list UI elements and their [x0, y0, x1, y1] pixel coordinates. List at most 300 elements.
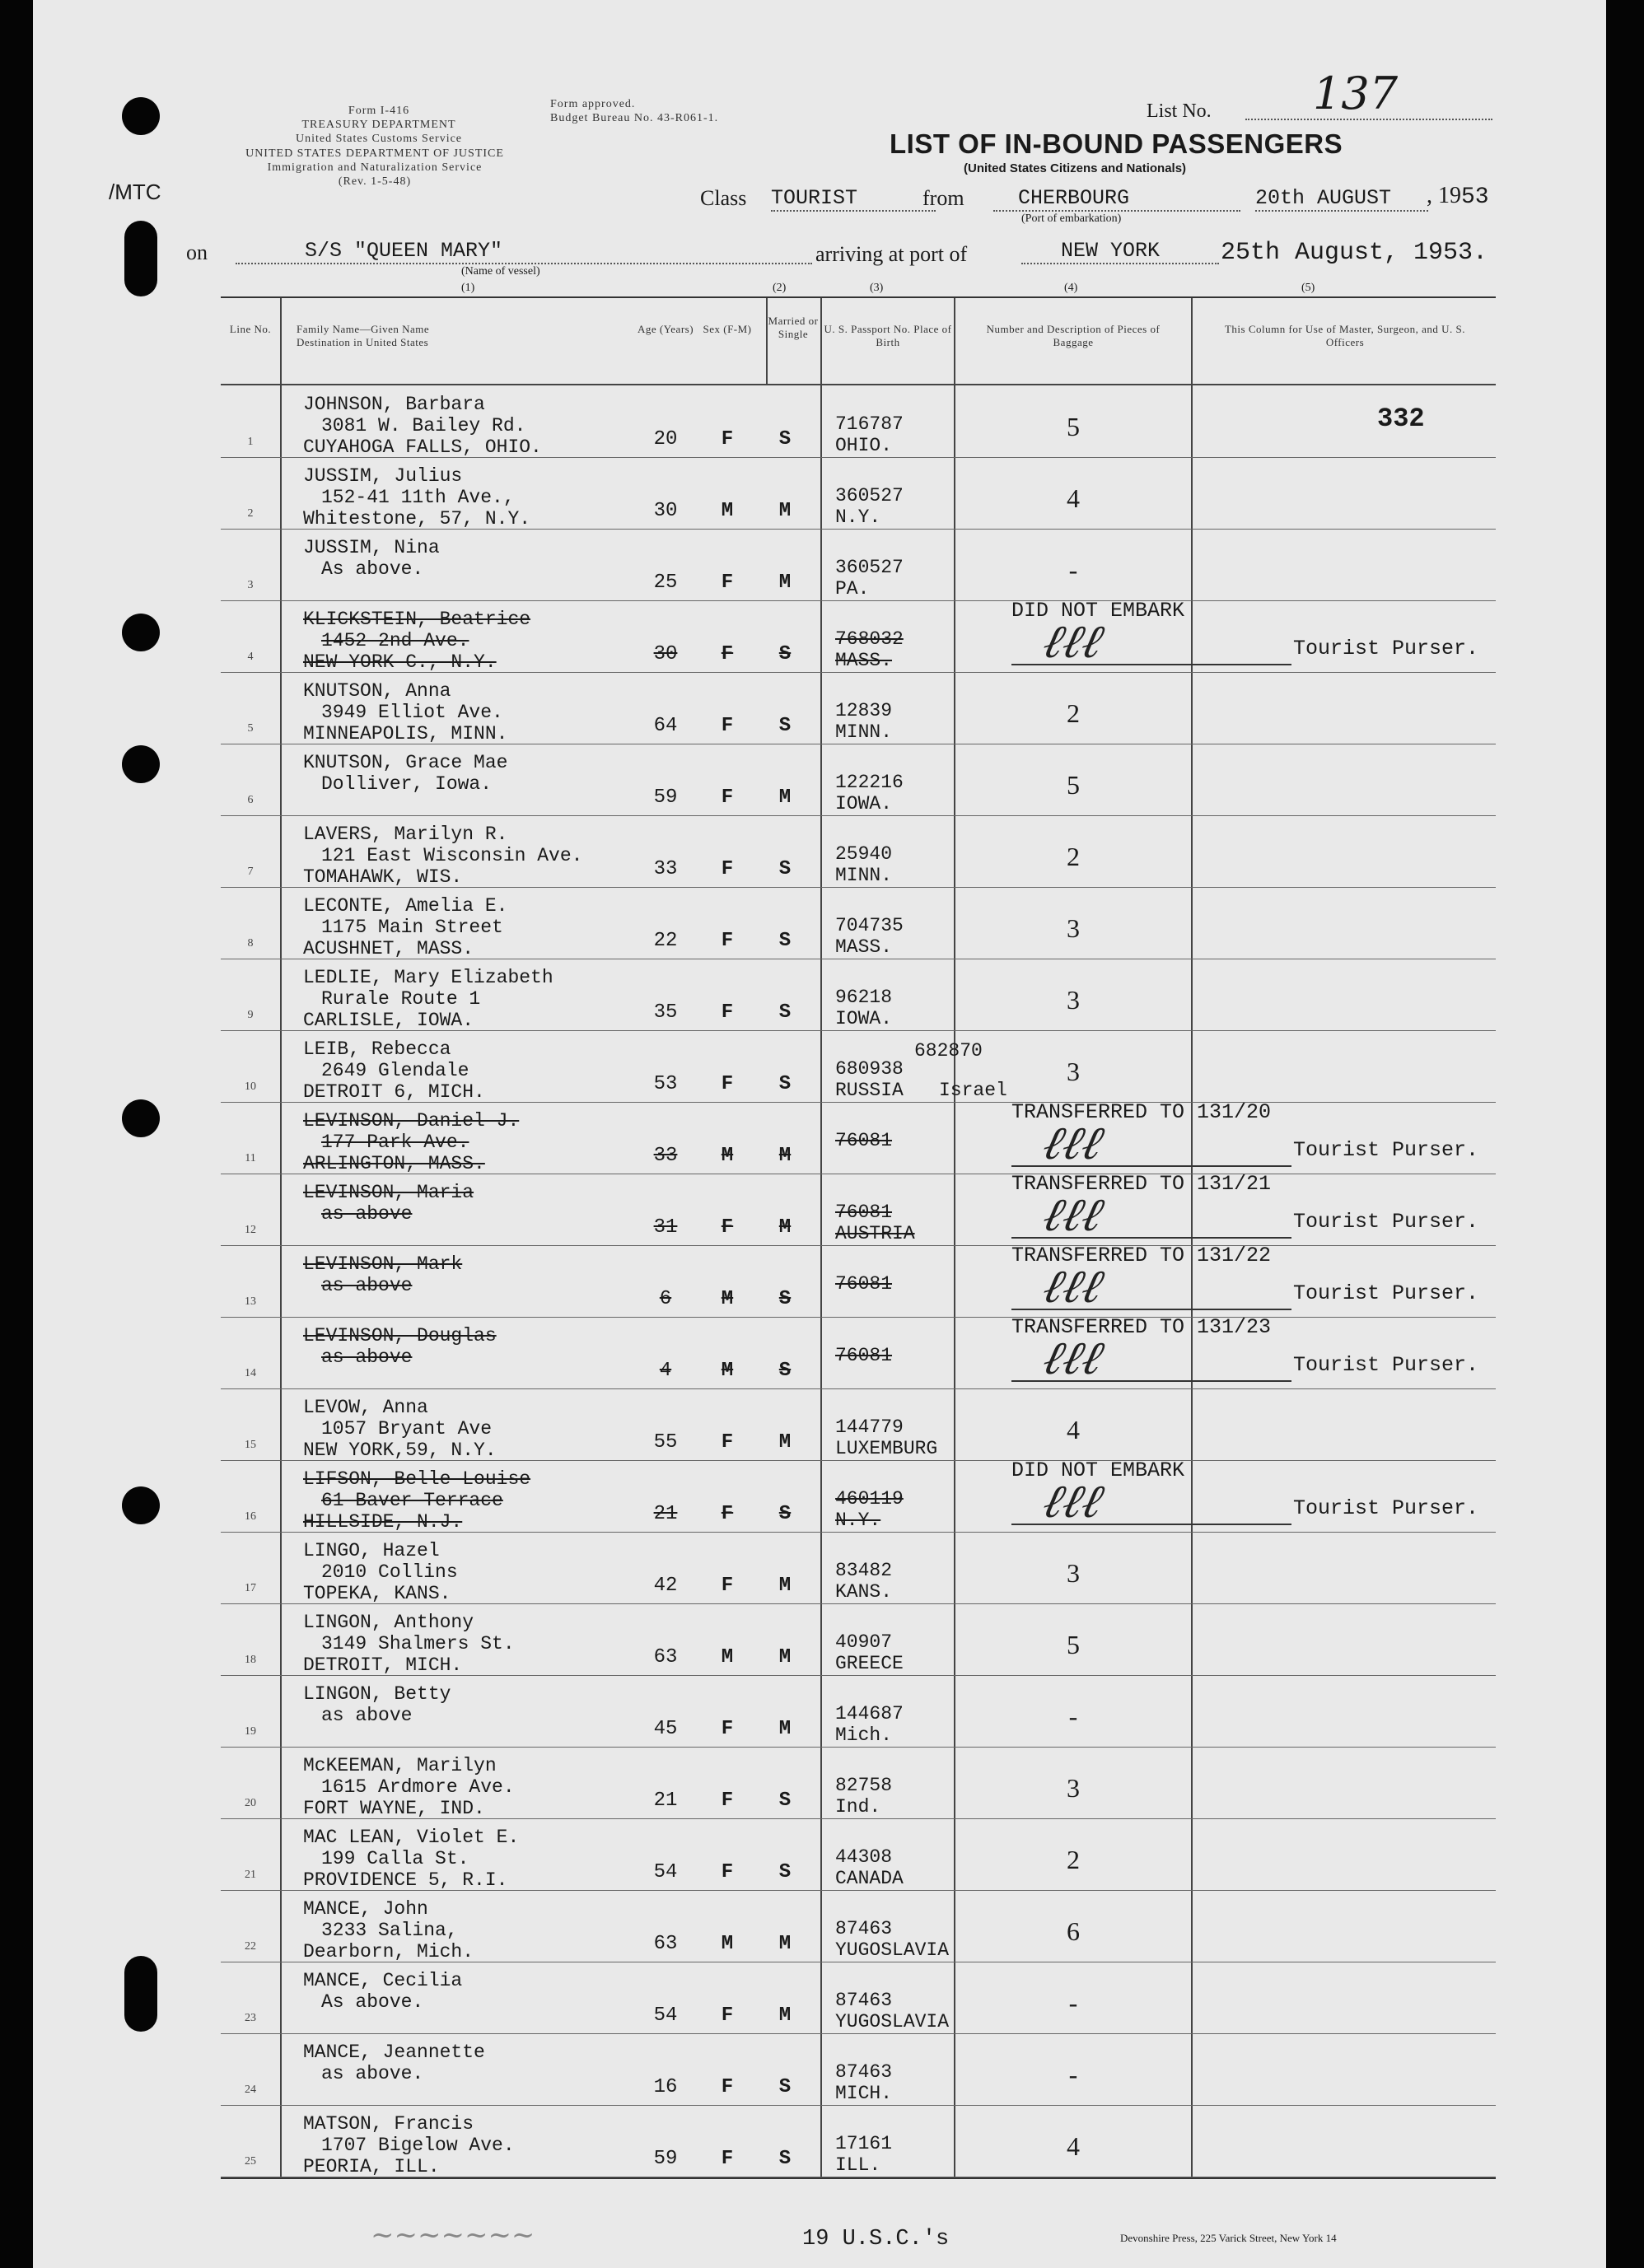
passenger-name: JUSSIM, Nina	[303, 537, 440, 558]
line-number: 19	[245, 1725, 256, 1738]
line-number: 17	[245, 1582, 256, 1594]
signature-line	[1011, 1237, 1291, 1239]
age: 63	[653, 1933, 678, 1955]
page-subtitle: (United States Citizens and Nationals)	[964, 161, 1187, 175]
passport-number: 17161	[835, 2133, 893, 2154]
place-of-birth: IOWA.	[835, 793, 893, 814]
passenger-name-block	[303, 1325, 497, 1368]
place-of-birth: YUGOSLAVIA	[835, 2011, 950, 2032]
signature-line	[1011, 1524, 1291, 1525]
line-number: 18	[245, 1654, 256, 1666]
line-number: 13	[245, 1295, 256, 1308]
sex: F	[721, 1790, 734, 1812]
passport-number: 44308	[835, 1846, 893, 1868]
marital-status: S	[778, 2148, 792, 2170]
sex: F	[721, 786, 734, 809]
age: 6	[659, 1288, 672, 1310]
passenger-name: JUSSIM, Julius	[303, 465, 463, 487]
passenger-name-block	[303, 1253, 462, 1296]
binder-hole	[124, 1956, 157, 2032]
justice-block	[181, 147, 568, 189]
line-number: 22	[245, 1940, 256, 1953]
line-number: 21	[245, 1869, 256, 1881]
age: 42	[653, 1575, 678, 1597]
baggage-count: 4	[1067, 1415, 1080, 1444]
city-line: NEW YORK C., N.Y.	[303, 651, 497, 673]
passenger-name: MANCE, John	[303, 1898, 428, 1920]
passenger-name: MANCE, Cecilia	[303, 1970, 463, 1991]
marital-status: S	[778, 1360, 792, 1382]
passenger-name: LEDLIE, Mary Elizabeth	[303, 967, 553, 988]
table-row	[221, 1102, 1496, 1174]
passport-block	[835, 557, 904, 600]
city-line: FORT WAYNE, IND.	[303, 1798, 485, 1819]
passport-block	[835, 700, 892, 743]
passenger-name: LIFSON, Belle Louise	[303, 1468, 531, 1490]
age: 4	[659, 1360, 672, 1382]
passenger-name: LEIB, Rebecca	[303, 1038, 451, 1060]
table-row	[221, 815, 1496, 888]
passenger-name-block	[303, 1970, 462, 2013]
table-row	[221, 1317, 1496, 1389]
passport-number: 680938	[835, 1058, 904, 1080]
age: 33	[653, 1145, 678, 1167]
passport-number: 144779	[835, 1416, 904, 1438]
passenger-name: JOHNSON, Barbara	[303, 394, 485, 415]
marital-status: M	[778, 572, 792, 594]
marital-status: S	[778, 1503, 792, 1525]
place-of-birth: CANADA	[835, 1868, 904, 1889]
line-number: 15	[245, 1439, 256, 1451]
marital-status: S	[778, 2076, 792, 2098]
sex: F	[721, 572, 734, 594]
depart-date: 20th AUGUST	[1255, 186, 1428, 212]
passport-number: 360527	[835, 485, 904, 506]
address-line: As above.	[321, 1991, 424, 2013]
baggage-count: 6	[1067, 1916, 1080, 1946]
handwritten-note: ~~~~~~~	[371, 2219, 535, 2252]
passenger-name-block	[303, 1827, 519, 1891]
signature-line	[1011, 664, 1291, 665]
passenger-name-block	[303, 2113, 515, 2177]
passenger-name: LINGON, Anthony	[303, 1612, 474, 1633]
place-of-birth: KANS.	[835, 1581, 893, 1603]
age: 54	[653, 1861, 678, 1883]
marital-status: M	[778, 1216, 792, 1239]
col-married: Married or Single	[768, 315, 819, 340]
passenger-name-block	[303, 1612, 515, 1676]
col-sex: Sex (F-M)	[703, 323, 752, 335]
passport-block	[835, 843, 892, 886]
baggage-count: 3	[1067, 913, 1080, 943]
passport-block	[835, 1273, 892, 1295]
place-of-birth: LUXEMBURG	[835, 1438, 938, 1459]
form-paper	[33, 0, 1606, 2268]
passport-block	[835, 1775, 892, 1818]
place-of-birth: MINN.	[835, 865, 893, 886]
place-of-birth: GREECE	[835, 1653, 904, 1674]
on-label: on	[186, 240, 208, 264]
marital-status: M	[778, 2004, 792, 2027]
passport-block	[835, 1202, 915, 1244]
address-line: as above	[321, 1203, 413, 1225]
col-num-1: (1)	[461, 282, 475, 294]
passenger-name-block	[303, 1683, 451, 1726]
list-no-line	[1245, 68, 1492, 120]
class-label: Class	[700, 186, 747, 210]
passenger-name-block	[303, 465, 530, 530]
passport-number: 76081	[835, 1345, 893, 1366]
sex: F	[721, 1861, 734, 1883]
passenger-name-block	[303, 1755, 515, 1819]
sex: F	[721, 858, 734, 880]
sex: M	[721, 500, 734, 522]
passenger-name: MATSON, Francis	[303, 2113, 474, 2135]
passenger-name: LEVINSON, Maria	[303, 1182, 474, 1203]
binder-hole	[122, 1486, 160, 1524]
purser-signature: ℓℓℓ	[1037, 1188, 1109, 1242]
place-of-birth: RUSSIA	[835, 1080, 904, 1101]
table-row	[221, 1962, 1496, 2034]
place-of-birth: MASS.	[835, 936, 893, 958]
line-number: 25	[245, 2155, 256, 2168]
place-of-birth: MASS.	[835, 650, 893, 671]
line-number: 4	[247, 651, 254, 663]
passenger-name: LAVERS, Marilyn R.	[303, 824, 508, 845]
address-line: as above	[321, 1346, 413, 1368]
table-row	[221, 1675, 1496, 1748]
passenger-name-block	[303, 1182, 474, 1225]
baggage-count: -	[1068, 1988, 1078, 2018]
purser-label: Tourist Purser.	[1293, 1281, 1479, 1305]
table-row	[221, 887, 1496, 959]
passenger-name: MANCE, Jeannette	[303, 2042, 485, 2063]
address-line: 3149 Shalmers St.	[321, 1633, 515, 1654]
table-row	[221, 1890, 1496, 1962]
marital-status: S	[778, 715, 792, 737]
address-line: 1175 Main Street	[321, 917, 503, 938]
arriving-label: arriving at port of	[815, 242, 968, 266]
passenger-name: LEVOW, Anna	[303, 1397, 428, 1418]
passport-block	[835, 915, 904, 958]
address-line: 1057 Bryant Ave	[321, 1418, 493, 1440]
col-line: Line No.	[229, 323, 272, 335]
passenger-name: KLICKSTEIN, Beatrice	[303, 609, 531, 630]
passport-number: 87463	[835, 1990, 893, 2011]
sex: F	[721, 1503, 734, 1525]
city-line: NEW YORK,59, N.Y.	[303, 1440, 497, 1461]
address-line: 3233 Salina,	[321, 1920, 458, 1941]
address-line: as above	[321, 1705, 413, 1726]
passport-block	[835, 1488, 904, 1531]
table-row	[221, 1460, 1496, 1533]
baggage-count: 3	[1067, 1773, 1080, 1803]
marital-status: S	[778, 930, 792, 952]
status-note: DID NOT EMBARK	[1011, 599, 1185, 623]
form-number: Form I-416	[348, 105, 410, 117]
passport-number: 76081	[835, 1273, 893, 1295]
form-approved: Form approved.	[550, 98, 636, 110]
purser-signature: ℓℓℓ	[1037, 1117, 1109, 1170]
passport-block	[835, 1990, 949, 2032]
address-line: 121 East Wisconsin Ave.	[321, 845, 583, 866]
revision: (Rev. 1-5-48)	[338, 175, 412, 188]
purser-signature: ℓℓℓ	[1037, 1475, 1109, 1528]
address-line: 1452 2nd Ave.	[321, 630, 469, 651]
marital-status: S	[778, 1790, 792, 1812]
city-line: PROVIDENCE 5, R.I.	[303, 1869, 508, 1891]
age: 22	[653, 930, 678, 952]
passport-number: 96218	[835, 987, 893, 1008]
passport-number: 25940	[835, 843, 893, 865]
passport-block	[835, 1631, 904, 1674]
depart-year	[1427, 183, 1489, 210]
line-number: 7	[247, 866, 254, 878]
place-of-birth: IOWA.	[835, 1008, 893, 1029]
table-row	[221, 385, 1496, 458]
baggage-count: 4	[1067, 483, 1080, 513]
col-baggage: Number and Description of Pieces of Baggage	[986, 323, 1161, 348]
table-row	[221, 457, 1496, 530]
passport-block	[835, 485, 904, 528]
place-of-birth: MICH.	[835, 2083, 893, 2104]
age: 53	[653, 1073, 678, 1095]
passenger-name-block	[303, 609, 530, 673]
line-number: 3	[247, 579, 254, 591]
passenger-name: KNUTSON, Grace Mae	[303, 752, 508, 773]
baggage-count: 2	[1067, 698, 1080, 728]
place-of-birth: Ind.	[835, 1796, 881, 1818]
marital-status: M	[778, 500, 792, 522]
year-prefix: , 19	[1427, 183, 1461, 208]
passenger-name: McKEEMAN, Marilyn	[303, 1755, 497, 1776]
marital-status: S	[778, 858, 792, 880]
col-num-2: (2)	[773, 282, 787, 294]
marital-status: M	[778, 1718, 792, 1740]
marital-status: S	[778, 428, 792, 450]
table-row	[221, 1603, 1496, 1676]
sex: F	[721, 1718, 734, 1740]
city-line: CARLISLE, IOWA.	[303, 1010, 474, 1031]
address-line: 2010 Collins	[321, 1561, 458, 1583]
budget-bureau: Budget Bureau No. 43-R061-1.	[550, 112, 719, 124]
sex: F	[721, 1431, 734, 1454]
table-row	[221, 529, 1496, 601]
passenger-name-block	[303, 537, 440, 580]
purser-signature: ℓℓℓ	[1037, 615, 1109, 669]
purser-signature: ℓℓℓ	[1037, 1332, 1109, 1385]
passport-block	[835, 1058, 904, 1101]
passport-block	[835, 2133, 892, 2176]
city-line: CUYAHOGA FALLS, OHIO.	[303, 436, 542, 458]
marital-status: M	[778, 1575, 792, 1597]
marital-status: M	[778, 1431, 792, 1454]
line-number: 14	[245, 1367, 256, 1379]
arrival-port: NEW YORK	[1021, 239, 1219, 264]
passport-number: 460119	[835, 1488, 904, 1510]
passport-block	[835, 1416, 937, 1459]
passport-number: 76081	[835, 1130, 893, 1151]
marital-status: S	[778, 1861, 792, 1883]
line-number: 10	[245, 1080, 256, 1093]
passenger-name-block	[303, 680, 507, 744]
line-number: 8	[247, 937, 254, 950]
address-line: Rurale Route 1	[321, 988, 481, 1010]
age: 55	[653, 1431, 678, 1454]
passport-block	[835, 1846, 904, 1889]
vessel-label: (Name of vessel)	[461, 265, 540, 278]
line-number: 5	[247, 722, 254, 735]
binder-hole	[122, 97, 160, 135]
age: 21	[653, 1503, 678, 1525]
from-label: from	[922, 186, 964, 210]
passenger-name: KNUTSON, Anna	[303, 680, 451, 702]
passenger-name: LEVINSON, Daniel J.	[303, 1110, 520, 1132]
place-of-birth: N.Y.	[835, 1510, 881, 1531]
marital-status: S	[778, 1001, 792, 1024]
customs-service: United States Customs Service	[295, 133, 463, 145]
city-line: HILLSIDE, N.J.	[303, 1511, 463, 1533]
col-age: Age (Years)	[637, 323, 694, 335]
age: 30	[653, 500, 678, 522]
passenger-name-block	[303, 1468, 530, 1533]
sex: M	[721, 1360, 734, 1382]
port-embark-label: (Port of embarkation)	[1021, 212, 1122, 225]
age: 35	[653, 1001, 678, 1024]
sex: F	[721, 1073, 734, 1095]
city-line: DETROIT, MICH.	[303, 1654, 463, 1676]
marital-status: M	[778, 1933, 792, 1955]
passenger-name-block	[303, 1110, 519, 1174]
status-note: TRANSFERRED TO 131/20	[1011, 1100, 1272, 1124]
sex: F	[721, 715, 734, 737]
table-row	[221, 1030, 1496, 1103]
age: 30	[653, 643, 678, 665]
passport-number: 12839	[835, 700, 893, 721]
passenger-name: LINGO, Hazel	[303, 1540, 440, 1561]
approval-block	[550, 97, 718, 125]
line-number: 23	[245, 2012, 256, 2024]
marital-status: S	[778, 1073, 792, 1095]
baggage-count: 4	[1067, 2131, 1080, 2161]
col-officers: This Column for Use of Master, Surgeon, and U. S. Officers	[1224, 323, 1466, 348]
signature-line	[1011, 1309, 1291, 1310]
baggage-count: 3	[1067, 1558, 1080, 1588]
passport-number: 122216	[835, 772, 904, 793]
passport-number: 704735	[835, 915, 904, 936]
line-number: 6	[247, 794, 254, 806]
status-note: TRANSFERRED TO 131/23	[1011, 1315, 1272, 1339]
address-line: 152-41 11th Ave.,	[321, 487, 515, 508]
purser-label: Tourist Purser.	[1293, 637, 1479, 660]
arrival-date: 25th August, 1953.	[1221, 239, 1488, 267]
line-number: 11	[245, 1152, 256, 1164]
binder-hole	[124, 221, 157, 296]
purser-label: Tourist Purser.	[1293, 1138, 1479, 1162]
passport-number: 82758	[835, 1775, 893, 1796]
sex: M	[721, 1933, 734, 1955]
passenger-name-block	[303, 394, 542, 458]
sex: M	[721, 1646, 734, 1668]
status-note: TRANSFERRED TO 131/22	[1011, 1244, 1272, 1267]
col-passport: U. S. Passport No. Place of Birth	[824, 323, 952, 348]
passenger-name: LEVINSON, Mark	[303, 1253, 463, 1275]
table-row	[221, 1245, 1496, 1318]
baggage-count: 5	[1067, 770, 1080, 800]
sex: F	[721, 1216, 734, 1239]
city-line: Whitestone, 57, N.Y.	[303, 508, 531, 530]
passport-number: 83482	[835, 1560, 893, 1581]
place-of-birth: Mich.	[835, 1724, 893, 1746]
marital-status: M	[778, 786, 792, 809]
sex: F	[721, 930, 734, 952]
ins-service: Immigration and Naturalization Service	[267, 161, 483, 174]
age: 59	[653, 786, 678, 809]
table-row	[221, 1388, 1496, 1461]
col-name: Family Name—Given Name Destination in United States	[297, 323, 430, 348]
place-of-birth: YUGOSLAVIA	[835, 1939, 950, 1961]
age: 64	[653, 715, 678, 737]
page-title: LIST OF IN-BOUND PASSENGERS	[890, 128, 1343, 159]
sex: F	[721, 2076, 734, 2098]
passport-block	[835, 1130, 892, 1151]
passport-block	[835, 628, 904, 671]
purser-signature: ℓℓℓ	[1037, 1260, 1109, 1314]
passport-block	[835, 1345, 892, 1366]
column-divider	[766, 298, 768, 384]
purser-label: Tourist Purser.	[1293, 1210, 1479, 1234]
table-row	[221, 1747, 1496, 1819]
col-num-3: (3)	[870, 282, 884, 294]
age: 21	[653, 1790, 678, 1812]
sex: M	[721, 1288, 734, 1310]
line-number: 16	[245, 1510, 256, 1523]
baggage-count: 3	[1067, 985, 1080, 1015]
passport-block	[835, 1560, 892, 1603]
age: 25	[653, 572, 678, 594]
baggage-count: 3	[1067, 1057, 1080, 1086]
list-no-value: 137	[1313, 68, 1399, 119]
passport-block	[835, 987, 892, 1029]
signature-line	[1011, 1165, 1291, 1167]
age: 45	[653, 1718, 678, 1740]
marital-status: S	[778, 643, 792, 665]
city-line: DETROIT 6, MICH.	[303, 1081, 485, 1103]
table-row	[221, 744, 1496, 816]
address-line: 2649 Glendale	[321, 1060, 469, 1081]
passenger-name-block	[303, 1898, 474, 1962]
sex: F	[721, 643, 734, 665]
vessel-name: S/S "QUEEN MARY"	[236, 239, 812, 264]
baggage-count: -	[1068, 1701, 1078, 1731]
passenger-name-block	[303, 824, 582, 888]
line-number: 9	[247, 1009, 254, 1021]
table-row	[221, 1174, 1496, 1246]
table-row	[221, 672, 1496, 744]
line-number: 24	[245, 2084, 256, 2096]
passport-block	[835, 2061, 892, 2104]
purser-label: Tourist Purser.	[1293, 1496, 1479, 1520]
passport-block	[835, 1918, 949, 1961]
passenger-name-block	[303, 2042, 485, 2084]
address-line: 3949 Elliot Ave.	[321, 702, 503, 723]
address-line: 3081 W. Bailey Rd.	[321, 415, 526, 436]
justice-dept: UNITED STATES DEPARTMENT OF JUSTICE	[245, 147, 504, 160]
baggage-count: 2	[1067, 1845, 1080, 1874]
city-line: PEORIA, ILL.	[303, 2156, 440, 2177]
age: 16	[653, 2076, 678, 2098]
passport-block	[835, 1703, 904, 1746]
